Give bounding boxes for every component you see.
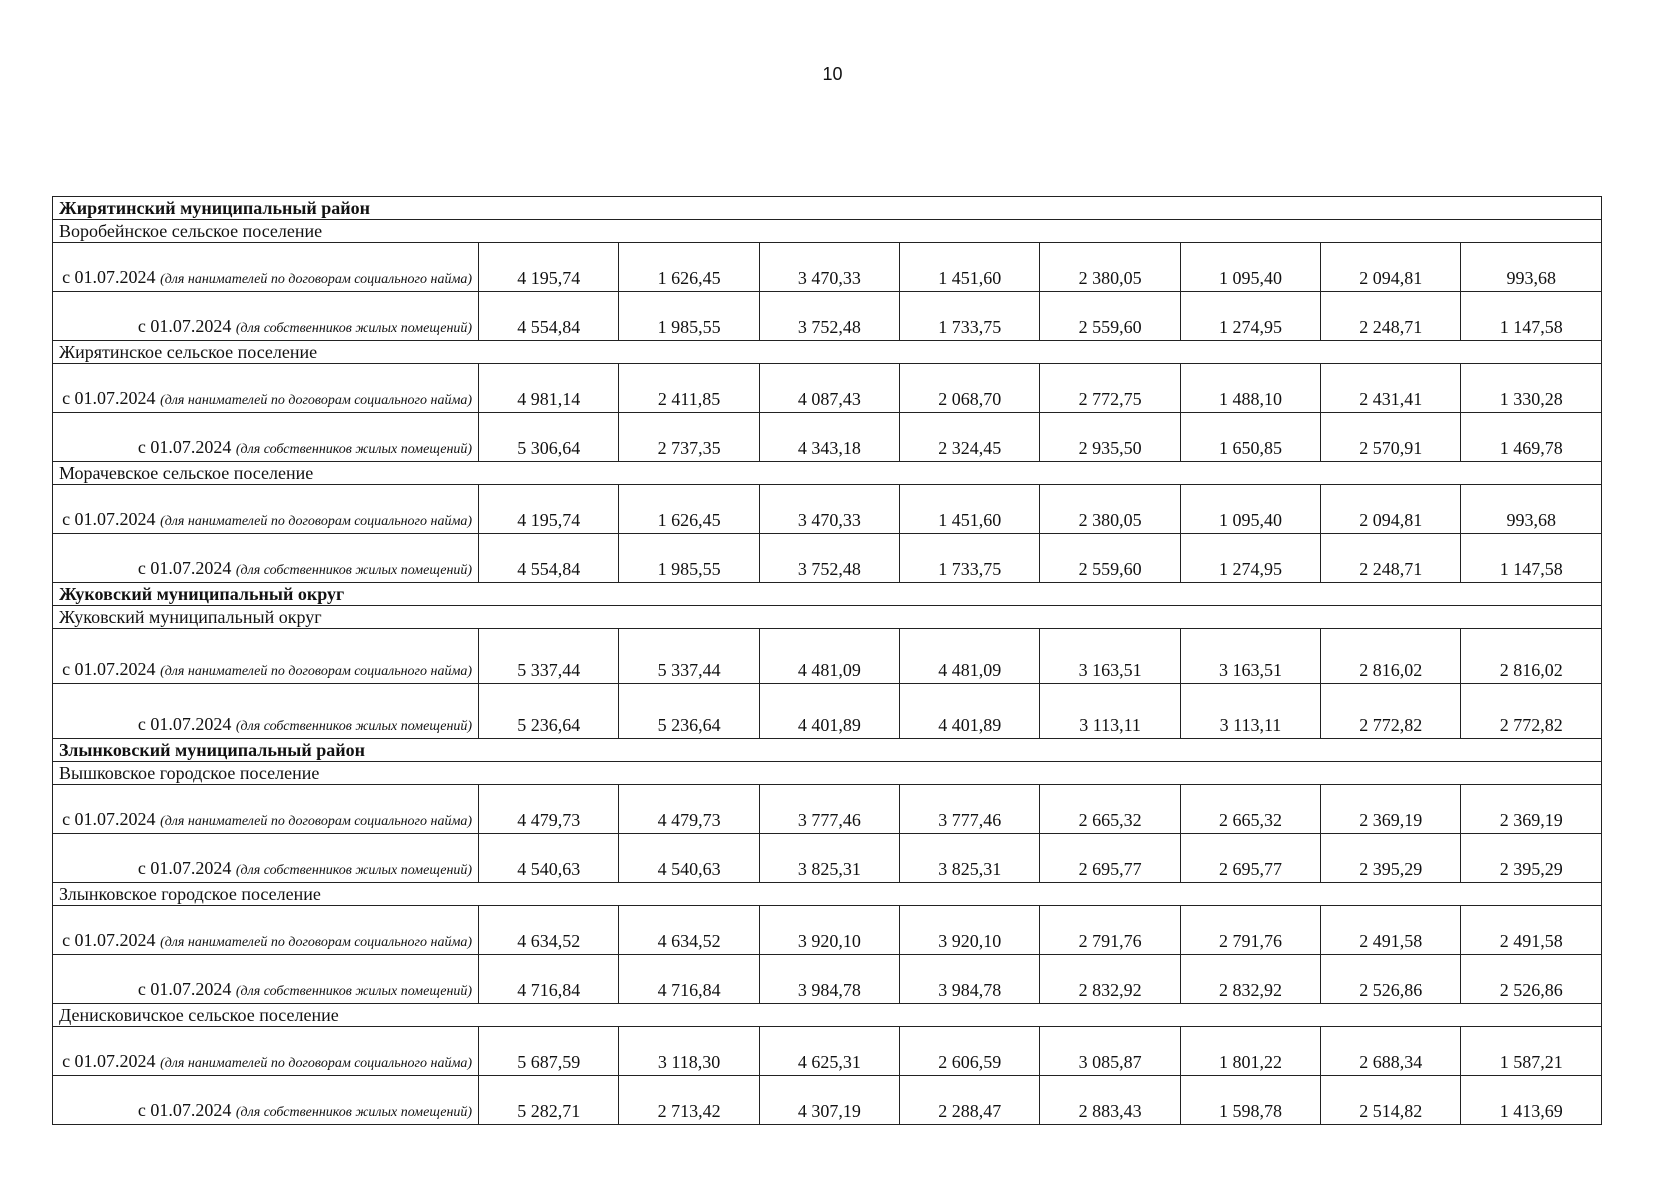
value-cell: 2 431,41: [1321, 364, 1461, 413]
row-label: [53, 1027, 479, 1076]
value-cell: 5 282,71: [479, 1076, 619, 1125]
value-cell: 3 825,31: [759, 834, 899, 883]
settlement-title: Жирятинское сельское поселение: [53, 341, 1602, 364]
value-cell: 2 068,70: [900, 364, 1040, 413]
value-cell: 1 733,75: [900, 534, 1040, 583]
value-cell: 4 087,43: [759, 364, 899, 413]
value-cell: 2 369,19: [1461, 785, 1602, 834]
value-cell: 3 752,48: [759, 292, 899, 341]
row-label: [53, 1076, 479, 1125]
value-cell: 3 085,87: [1040, 1027, 1180, 1076]
value-cell: 2 695,77: [1180, 834, 1320, 883]
region-row: [53, 739, 1602, 762]
value-cell: 2 737,35: [619, 413, 759, 462]
settlement-title: Злынковское городское поселение: [53, 883, 1602, 906]
value-cell: 1 413,69: [1461, 1076, 1602, 1125]
value-cell: 4 981,14: [479, 364, 619, 413]
table-row: [53, 243, 1602, 292]
value-cell: 5 687,59: [479, 1027, 619, 1076]
value-cell: 993,68: [1461, 485, 1602, 534]
table-row: [53, 834, 1602, 883]
value-cell: 2 816,02: [1461, 629, 1602, 684]
value-cell: 2 411,85: [619, 364, 759, 413]
settlement-title: Жуковский муниципальный округ: [53, 606, 1602, 629]
value-cell: 2 570,91: [1321, 413, 1461, 462]
row-label: [53, 485, 479, 534]
value-cell: 1 274,95: [1180, 534, 1320, 583]
value-cell: 2 772,82: [1461, 684, 1602, 739]
region-title: Злынковский муниципальный район: [53, 739, 1602, 762]
row-date: с 01.07.2024: [62, 930, 156, 950]
value-cell: 2 369,19: [1321, 785, 1461, 834]
value-cell: 2 791,76: [1040, 906, 1180, 955]
value-cell: 1 095,40: [1180, 243, 1320, 292]
table-row: [53, 629, 1602, 684]
row-date: с 01.07.2024: [137, 558, 232, 578]
value-cell: 2 094,81: [1321, 485, 1461, 534]
value-cell: 4 195,74: [479, 243, 619, 292]
value-cell: 1 147,58: [1461, 534, 1602, 583]
row-note: (для собственников жилых помещений): [235, 984, 473, 999]
value-cell: 5 337,44: [619, 629, 759, 684]
value-cell: 2 324,45: [900, 413, 1040, 462]
table-row: [53, 364, 1602, 413]
value-cell: 3 470,33: [759, 485, 899, 534]
row-note: (для собственников жилых помещений): [235, 1105, 473, 1120]
value-cell: 1 598,78: [1180, 1076, 1320, 1125]
row-date: с 01.07.2024: [137, 979, 232, 999]
value-cell: 4 479,73: [619, 785, 759, 834]
row-note: (для нанимателей по договорам социального найма): [160, 393, 473, 408]
value-cell: 5 236,64: [619, 684, 759, 739]
row-date: с 01.07.2024: [62, 388, 156, 408]
value-cell: 3 163,51: [1180, 629, 1320, 684]
value-cell: 2 514,82: [1321, 1076, 1461, 1125]
row-note: (для собственников жилых помещений): [235, 442, 473, 457]
value-cell: 2 665,32: [1040, 785, 1180, 834]
value-cell: 1 095,40: [1180, 485, 1320, 534]
value-cell: 1 330,28: [1461, 364, 1602, 413]
value-cell: 2 395,29: [1321, 834, 1461, 883]
value-cell: 3 920,10: [900, 906, 1040, 955]
row-note: (для нанимателей по договорам социального найма): [160, 514, 473, 529]
value-cell: 5 337,44: [479, 629, 619, 684]
settlement-row: [53, 341, 1602, 364]
value-cell: 3 984,78: [900, 955, 1040, 1004]
value-cell: 2 395,29: [1461, 834, 1602, 883]
value-cell: 4 195,74: [479, 485, 619, 534]
value-cell: 3 777,46: [759, 785, 899, 834]
value-cell: 1 985,55: [619, 292, 759, 341]
settlement-row: [53, 883, 1602, 906]
value-cell: 4 716,84: [479, 955, 619, 1004]
row-note: (для собственников жилых помещений): [235, 719, 473, 734]
value-cell: 2 559,60: [1040, 534, 1180, 583]
value-cell: 1 147,58: [1461, 292, 1602, 341]
value-cell: 4 401,89: [900, 684, 1040, 739]
region-title: Жуковский муниципальный округ: [53, 583, 1602, 606]
value-cell: 4 625,31: [759, 1027, 899, 1076]
row-note: (для собственников жилых помещений): [235, 563, 473, 578]
value-cell: 2 491,58: [1461, 906, 1602, 955]
value-cell: 2 526,86: [1321, 955, 1461, 1004]
value-cell: 2 816,02: [1321, 629, 1461, 684]
value-cell: 3 113,11: [1180, 684, 1320, 739]
value-cell: 3 777,46: [900, 785, 1040, 834]
settlement-row: [53, 606, 1602, 629]
row-note: (для нанимателей по договорам социального найма): [160, 272, 473, 287]
row-note: (для собственников жилых помещений): [235, 321, 473, 336]
value-cell: 1 274,95: [1180, 292, 1320, 341]
row-label: [53, 906, 479, 955]
row-note: (для нанимателей по договорам социального найма): [160, 664, 473, 679]
row-note: (для нанимателей по договорам социального найма): [160, 935, 473, 950]
value-cell: 1 626,45: [619, 243, 759, 292]
value-cell: 3 984,78: [759, 955, 899, 1004]
value-cell: 4 554,84: [479, 292, 619, 341]
row-date: с 01.07.2024: [62, 809, 156, 829]
settlement-row: [53, 762, 1602, 785]
value-cell: 4 540,63: [619, 834, 759, 883]
value-cell: 2 559,60: [1040, 292, 1180, 341]
value-cell: 3 163,51: [1040, 629, 1180, 684]
row-label: [53, 684, 479, 739]
value-cell: 3 113,11: [1040, 684, 1180, 739]
value-cell: 4 481,09: [759, 629, 899, 684]
value-cell: 1 801,22: [1180, 1027, 1320, 1076]
value-cell: 2 791,76: [1180, 906, 1320, 955]
value-cell: 3 825,31: [900, 834, 1040, 883]
settlement-row: [53, 1004, 1602, 1027]
table-row: [53, 684, 1602, 739]
table-row: [53, 785, 1602, 834]
row-note: (для нанимателей по договорам социального найма): [160, 814, 473, 829]
value-cell: 3 920,10: [759, 906, 899, 955]
table-row: [53, 413, 1602, 462]
table-row: [53, 534, 1602, 583]
value-cell: 4 540,63: [479, 834, 619, 883]
table-row: [53, 1076, 1602, 1125]
row-label: [53, 364, 479, 413]
value-cell: 2 772,82: [1321, 684, 1461, 739]
settlement-row: [53, 462, 1602, 485]
value-cell: 2 094,81: [1321, 243, 1461, 292]
row-label: [53, 785, 479, 834]
row-date: с 01.07.2024: [137, 316, 232, 336]
value-cell: 4 716,84: [619, 955, 759, 1004]
table-body: [53, 197, 1602, 1125]
value-cell: 2 606,59: [900, 1027, 1040, 1076]
row-date: с 01.07.2024: [62, 509, 156, 529]
value-cell: 2 526,86: [1461, 955, 1602, 1004]
value-cell: 1 733,75: [900, 292, 1040, 341]
region-row: [53, 197, 1602, 220]
value-cell: 2 772,75: [1040, 364, 1180, 413]
value-cell: 993,68: [1461, 243, 1602, 292]
settlement-title: Вышковское городское поселение: [53, 762, 1602, 785]
value-cell: 2 695,77: [1040, 834, 1180, 883]
value-cell: 2 713,42: [619, 1076, 759, 1125]
row-note: (для собственников жилых помещений): [235, 863, 473, 878]
value-cell: 2 380,05: [1040, 243, 1180, 292]
row-label: [53, 243, 479, 292]
value-cell: 5 236,64: [479, 684, 619, 739]
row-date: с 01.07.2024: [137, 858, 232, 878]
row-label: [53, 534, 479, 583]
value-cell: 2 288,47: [900, 1076, 1040, 1125]
region-row: [53, 583, 1602, 606]
value-cell: 4 634,52: [619, 906, 759, 955]
value-cell: 4 554,84: [479, 534, 619, 583]
row-label: [53, 834, 479, 883]
value-cell: 2 832,92: [1180, 955, 1320, 1004]
value-cell: 2 248,71: [1321, 292, 1461, 341]
value-cell: 4 634,52: [479, 906, 619, 955]
value-cell: 4 481,09: [900, 629, 1040, 684]
value-cell: 2 665,32: [1180, 785, 1320, 834]
page-number: 10: [822, 64, 843, 84]
settlement-row: [53, 220, 1602, 243]
value-cell: 2 491,58: [1321, 906, 1461, 955]
value-cell: 1 650,85: [1180, 413, 1320, 462]
row-date: с 01.07.2024: [137, 714, 232, 734]
settlement-title: Денисковичское сельское поселение: [53, 1004, 1602, 1027]
value-cell: 4 401,89: [759, 684, 899, 739]
value-cell: 1 488,10: [1180, 364, 1320, 413]
value-cell: 3 752,48: [759, 534, 899, 583]
value-cell: 1 451,60: [900, 485, 1040, 534]
row-date: с 01.07.2024: [62, 267, 156, 287]
value-cell: 1 985,55: [619, 534, 759, 583]
value-cell: 2 883,43: [1040, 1076, 1180, 1125]
settlement-title: Воробейнское сельское поселение: [53, 220, 1602, 243]
value-cell: 5 306,64: [479, 413, 619, 462]
value-cell: 4 343,18: [759, 413, 899, 462]
settlement-title: Морачевское сельское поселение: [53, 462, 1602, 485]
value-cell: 4 479,73: [479, 785, 619, 834]
table-row: [53, 292, 1602, 341]
row-label: [53, 629, 479, 684]
value-cell: 2 380,05: [1040, 485, 1180, 534]
row-label: [53, 292, 479, 341]
table-row: [53, 955, 1602, 1004]
value-cell: 1 587,21: [1461, 1027, 1602, 1076]
row-date: с 01.07.2024: [137, 437, 232, 457]
row-label: [53, 413, 479, 462]
row-date: с 01.07.2024: [62, 1051, 156, 1071]
table-row: [53, 1027, 1602, 1076]
row-note: (для нанимателей по договорам социального найма): [160, 1056, 473, 1071]
row-label: [53, 955, 479, 1004]
value-cell: 3 118,30: [619, 1027, 759, 1076]
value-cell: 4 307,19: [759, 1076, 899, 1125]
region-title: Жирятинский муниципальный район: [53, 197, 1602, 220]
value-cell: 3 470,33: [759, 243, 899, 292]
value-cell: 2 832,92: [1040, 955, 1180, 1004]
row-date: с 01.07.2024: [62, 659, 156, 679]
value-cell: 1 469,78: [1461, 413, 1602, 462]
table-row: [53, 906, 1602, 955]
tariff-table: [52, 196, 1602, 1125]
value-cell: 2 248,71: [1321, 534, 1461, 583]
value-cell: 1 626,45: [619, 485, 759, 534]
row-date: с 01.07.2024: [137, 1100, 232, 1120]
table-row: [53, 485, 1602, 534]
value-cell: 2 935,50: [1040, 413, 1180, 462]
value-cell: 1 451,60: [900, 243, 1040, 292]
value-cell: 2 688,34: [1321, 1027, 1461, 1076]
